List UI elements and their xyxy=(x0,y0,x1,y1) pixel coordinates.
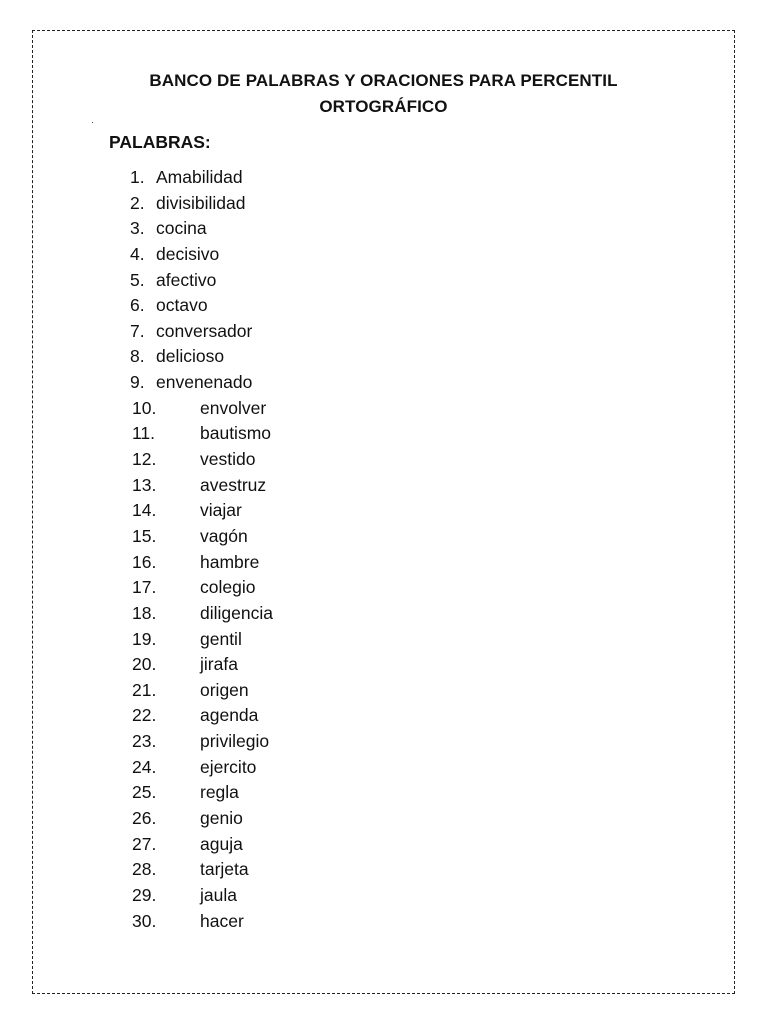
list-item-number: 1. xyxy=(130,167,145,187)
list-item-number: 11. xyxy=(132,423,156,444)
list-item-number: 25. xyxy=(132,782,157,803)
list-item-word: diligencia xyxy=(200,602,273,623)
list-item-number: 6. xyxy=(130,295,145,316)
list-item-number: 27. xyxy=(132,833,157,854)
list-item-number: 14. xyxy=(132,500,157,521)
list-item xyxy=(0,396,768,422)
list-item xyxy=(0,627,768,653)
list-item-word: origen xyxy=(200,679,249,700)
list-item xyxy=(0,191,768,217)
list-item-number: 18. xyxy=(132,602,157,623)
list-item xyxy=(0,473,768,499)
list-item-number: 12. xyxy=(132,449,157,470)
list-item-word: divisibilidad xyxy=(156,192,246,213)
list-item xyxy=(0,242,768,268)
list-item-number: 21. xyxy=(132,679,157,700)
list-item-word: jirafa xyxy=(200,654,238,675)
list-item xyxy=(0,498,768,524)
list-item xyxy=(0,268,768,294)
list-item xyxy=(0,293,768,319)
list-item-word: afectivo xyxy=(156,269,217,290)
list-item-number: 7. xyxy=(130,320,145,341)
list-item xyxy=(0,678,768,704)
list-item xyxy=(0,883,768,909)
list-item-word: ejercito xyxy=(200,756,257,777)
list-item-word: jaula xyxy=(200,884,237,905)
list-item-word: envolver xyxy=(200,397,267,418)
list-item xyxy=(0,780,768,806)
list-item-number: 15. xyxy=(132,525,157,546)
list-item xyxy=(0,729,768,755)
list-item xyxy=(0,909,768,935)
list-item-number: 17. xyxy=(132,577,157,598)
list-item-word: colegio xyxy=(200,577,256,598)
list-item-word: envenenado xyxy=(156,372,253,393)
list-item-number: 19. xyxy=(132,628,157,649)
list-item-number: 4. xyxy=(130,243,145,264)
list-item xyxy=(0,652,768,678)
list-item xyxy=(0,575,768,601)
list-item-number: 23. xyxy=(132,731,157,752)
list-item xyxy=(0,755,768,781)
list-item-word: genio xyxy=(200,808,243,829)
list-item-number: 3. xyxy=(130,218,145,239)
list-item-word: cocina xyxy=(156,218,207,239)
list-item xyxy=(0,370,768,396)
list-item xyxy=(0,857,768,883)
list-item-word: viajar xyxy=(200,500,242,521)
list-item-word: delicioso xyxy=(156,346,225,367)
list-item-word: privilegio xyxy=(200,731,270,752)
list-item xyxy=(0,421,768,447)
list-item xyxy=(0,524,768,550)
list-item xyxy=(0,806,768,832)
list-item-number: 30. xyxy=(132,910,157,931)
list-item-number: 28. xyxy=(132,859,157,880)
list-item-word: Amabilidad xyxy=(156,167,243,187)
list-item xyxy=(0,319,768,345)
list-item-number: 13. xyxy=(132,474,157,495)
list-item-word: hacer xyxy=(200,910,244,931)
list-item-word: decisivo xyxy=(156,243,220,264)
list-item xyxy=(0,550,768,576)
list-item-word: regla xyxy=(200,782,239,803)
list-item-word: gentil xyxy=(200,628,242,649)
title-line-2: ORTOGRÁFICO xyxy=(319,97,448,116)
stray-mark xyxy=(92,122,93,123)
list-item-word: avestruz xyxy=(200,474,267,495)
list-item-word: agenda xyxy=(200,705,259,726)
list-item-number: 20. xyxy=(132,654,157,675)
section-heading: PALABRAS: xyxy=(109,132,211,152)
list-item-number: 22. xyxy=(132,705,157,726)
list-item-number: 5. xyxy=(130,269,145,290)
list-item xyxy=(0,703,768,729)
document-title xyxy=(32,68,735,120)
list-item-word: vagón xyxy=(200,525,248,546)
list-item-number: 10. xyxy=(132,397,157,418)
list-item-number: 9. xyxy=(130,372,145,393)
word-list xyxy=(0,165,768,934)
list-item xyxy=(0,216,768,242)
title-line-1: BANCO DE PALABRAS Y ORACIONES PARA PERCENTIL xyxy=(149,71,618,90)
list-item-word: octavo xyxy=(156,295,208,316)
list-item-word: vestido xyxy=(200,449,256,470)
list-item-number: 8. xyxy=(130,346,145,367)
list-item-number: 16. xyxy=(132,551,157,572)
list-item-number: 29. xyxy=(132,884,157,905)
list-item-number: 26. xyxy=(132,808,157,829)
list-item xyxy=(0,344,768,370)
list-item-word: hambre xyxy=(200,551,260,572)
list-item xyxy=(0,165,768,191)
list-item-number: 2. xyxy=(130,192,145,213)
list-item-number: 24. xyxy=(132,756,157,777)
list-item-word: conversador xyxy=(156,320,253,341)
list-item-word: aguja xyxy=(200,833,243,854)
list-item xyxy=(0,447,768,473)
list-item-word: tarjeta xyxy=(200,859,249,880)
list-item xyxy=(0,601,768,627)
list-item-word: bautismo xyxy=(200,423,272,444)
list-item xyxy=(0,832,768,858)
